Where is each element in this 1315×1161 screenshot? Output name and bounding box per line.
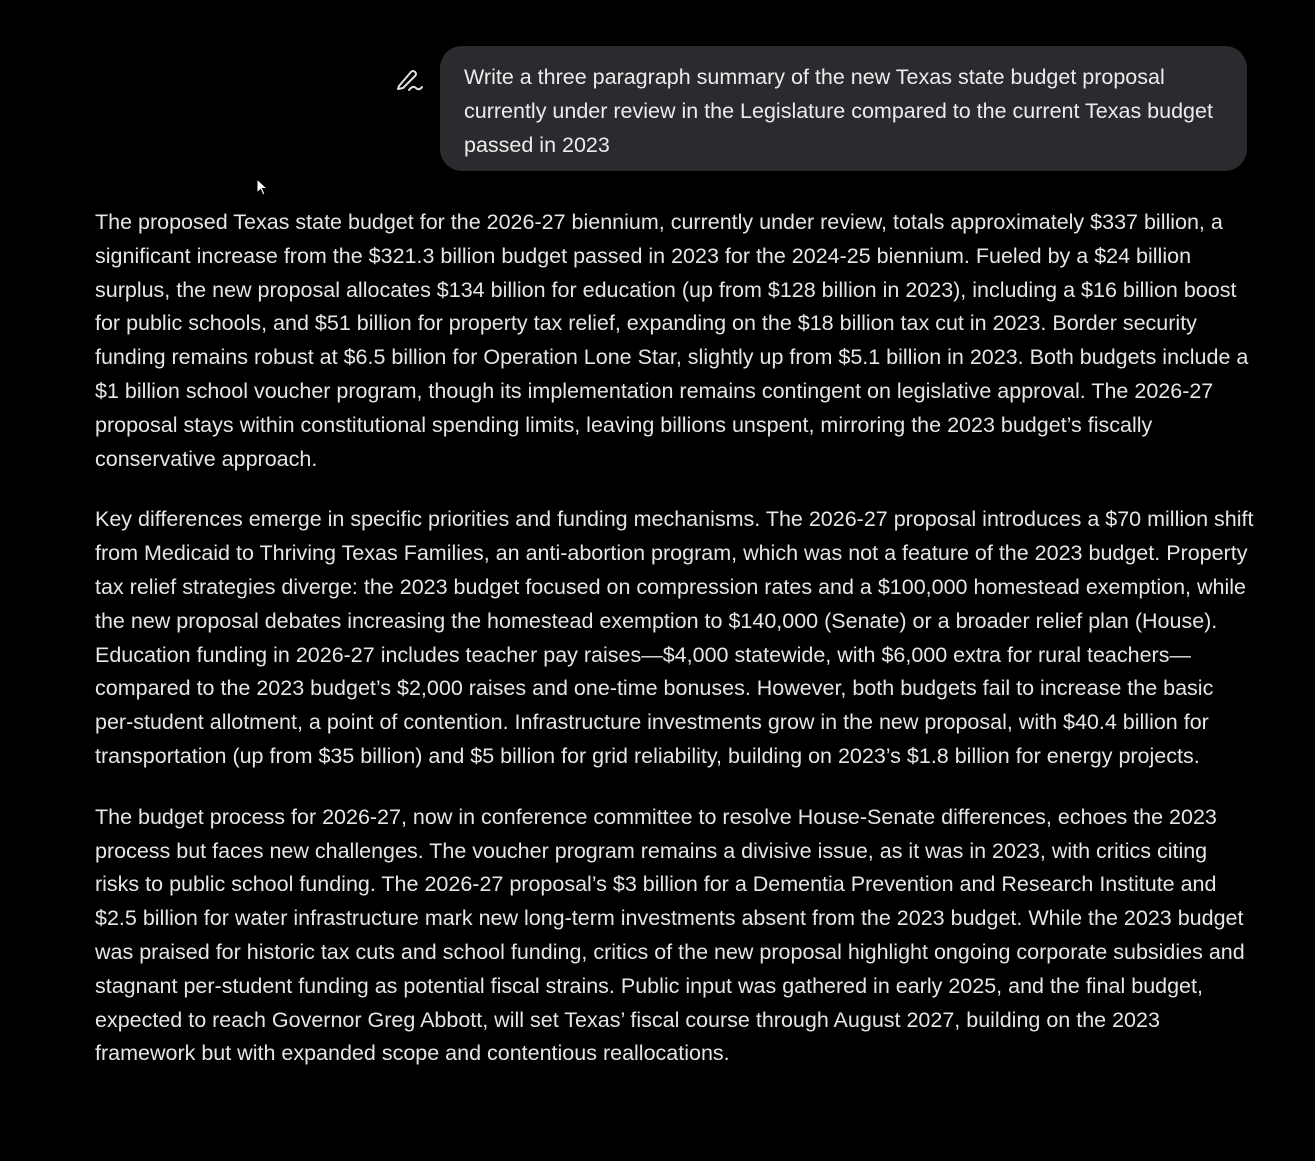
assistant-response — [95, 206, 1255, 1098]
user-message-row — [395, 46, 1247, 171]
response-paragraph: The budget process for 2026-27, now in conference committee to resolve House-Senate differences, echoes the 2023 process but faces new challenges. The voucher program remains a divisive issue, as it was in 2023, with critics citing risks to public school funding. The 2026-27 proposal’s $3 billion for a Dementia Prevention and Research Institute and $2.5 billion for water infrastructure mark new long-term investments absent from the 2023 budget. While the 2023 budget was praised for historic tax cuts and school funding, critics of the new proposal highlight ongoing corporate subsidies and stagnant per-student funding as potential fiscal strains. Public input was gathered in early 2025, and the final budget, expected to reach Governor Greg Abbott, will set Texas’ fiscal course through August 2027, building on the 2023 framework but with expanded scope and contentious reallocations. — [95, 804, 1245, 1066]
edit-pen-icon[interactable] — [395, 64, 425, 94]
response-paragraph: Key differences emerge in specific priorities and funding mechanisms. The 2026-27 proposal introduces a $70 million shift from Medicaid to Thriving Texas Families, an anti-abortion program, which was not a feature of the 2023 budget. Property tax relief strategies diverge: the 2023 budget focused on compression rates and a $100,000 homestead exemption, while the new proposal debates increasing the homestead exemption to $140,000 (Senate) or a broader relief plan (House). Education funding in 2026-27 includes teacher pay raises—$4,000 statewide, with $6,000 extra for rural teachers—compared to the 2023 budget’s $2,000 raises and one-time bonuses. However, both budgets fail to increase the basic per-student allotment, a point of contention. Infrastructure investments grow in the new proposal, with $40.4 billion for transportation (up from $35 billion) and $5 billion for grid reliability, building on 2023’s $1.8 billion for energy projects. — [95, 507, 1254, 768]
user-message-text: Write a three paragraph summary of the new Texas state budget proposal currently under review in the Legislature compared to the current Texas budget passed in 2023 — [464, 65, 1213, 157]
user-message-bubble — [440, 46, 1247, 171]
mouse-cursor-icon — [256, 178, 270, 198]
response-paragraph: The proposed Texas state budget for the 2026-27 biennium, currently under review, totals approximately $337 billion, a significant increase from the $321.3 billion budget passed in 2023 for the 2024-25 biennium. Fueled by a $24 billion surplus, the new proposal allocates $134 billion for education (up from $128 billion in 2023), including a $16 billion boost for public schools, and $51 billion for property tax relief, expanding on the $18 billion tax cut in 2023. Border security funding remains robust at $6.5 billion for Operation Lone Star, slightly up from $5.1 billion in 2023. Both budgets include a $1 billion school voucher program, though its implementation remains contingent on legislative approval. The 2026-27 proposal stays within constitutional spending limits, leaving billions unspent, mirroring the 2023 budget’s fiscally conservative approach. — [95, 210, 1249, 471]
